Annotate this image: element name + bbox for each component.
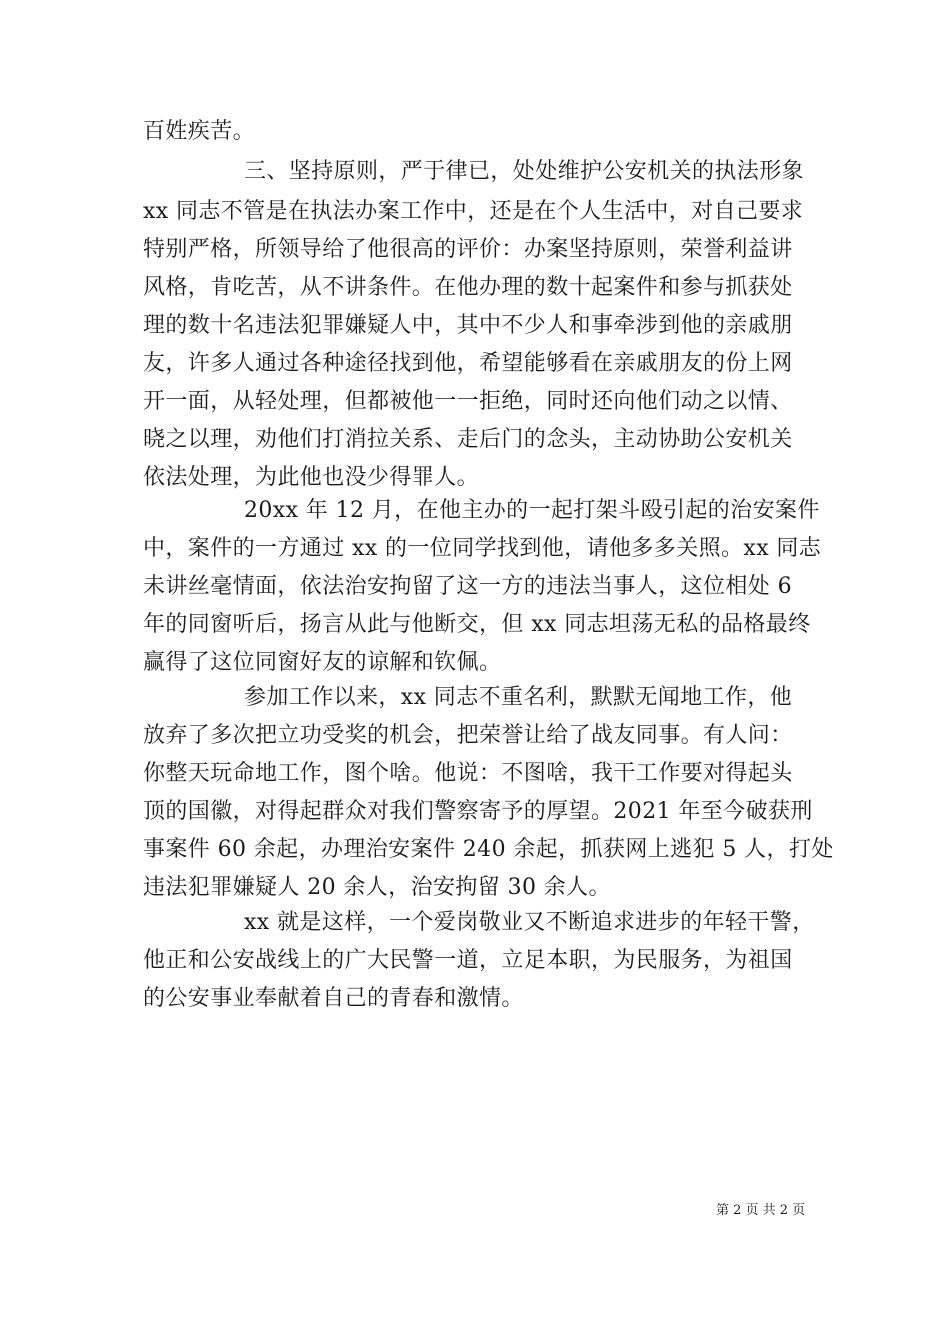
page-number: 第 2 页 共 2 页 bbox=[716, 1203, 806, 1218]
text-line: 百姓疾苦。 bbox=[143, 119, 256, 144]
text-line: 未讲丝毫情面，依法治安拘留了这一方的违法当事人，这位相处 6 bbox=[143, 574, 792, 599]
text-line: 理的数十名违法犯罪嫌疑人中，其中不少人和事牵涉到他的亲戚朋 bbox=[143, 313, 793, 338]
text-line: 开一面，从轻处理，但都被他一一拒绝，同时还向他们动之以情、 bbox=[143, 389, 793, 414]
text-line: xx 同志不管是在执法办案工作中，还是在个人生活中，对自己要求 bbox=[143, 199, 804, 224]
text-line: 依法处理，为此他也没少得罪人。 bbox=[143, 465, 480, 490]
text-line: 顶的国徽，对得起群众对我们警察寄予的厚望。2021 年至今破获刑 bbox=[143, 799, 813, 824]
text-line: 年的同窗听后，扬言从此与他断交，但 xx 同志坦荡无私的品格最终 bbox=[143, 612, 811, 637]
text-line: 晓之以理，劝他们打消拉关系、走后门的念头，主动协助公安机关 bbox=[143, 427, 793, 452]
text-line: 他正和公安战线上的广大民警一道，立足本职，为民服务，为祖国 bbox=[143, 948, 793, 973]
section-heading: 三、坚持原则，严于律已，处处维护公安机关的执法形象 bbox=[244, 159, 805, 184]
text-line: 的公安事业奉献着自己的青春和激情。 bbox=[143, 986, 524, 1011]
text-line: 中，案件的一方通过 xx 的一位同学找到他，请他多多关照。xx 同志 bbox=[143, 536, 822, 561]
text-line: 你整天玩命地工作，图个啥。他说：不图啥，我干工作要对得起头 bbox=[143, 761, 793, 786]
text-line: 赢得了这位同窗好友的谅解和钦佩。 bbox=[143, 650, 502, 675]
paragraph-start: xx 就是这样，一个爱岗敬业又不断追求进步的年轻干警， bbox=[244, 910, 815, 935]
text-line: 特别严格，所领导给了他很高的评价：办案坚持原则，荣誉利益讲 bbox=[143, 237, 793, 262]
text-line: 违法犯罪嫌疑人 20 余人，治安拘留 30 余人。 bbox=[143, 875, 611, 900]
text-line: 事案件 60 余起，办理治安案件 240 余起，抓获网上逃犯 5 人，打处 bbox=[143, 837, 834, 862]
text-line: 放弃了多次把立功受奖的机会，把荣誉让给了战友同事。有人问： bbox=[143, 723, 793, 748]
paragraph-start: 参加工作以来，xx 同志不重名利，默默无闻地工作，他 bbox=[244, 685, 793, 710]
paragraph-start: 20xx 年 12 月，在他主办的一起打架斗殴引起的治安案件 bbox=[244, 498, 820, 523]
text-line: 友，许多人通过各种途径找到他，希望能够看在亲戚朋友的份上网 bbox=[143, 351, 793, 376]
text-line: 风格，肯吃苦，从不讲条件。在他办理的数十起案件和参与抓获处 bbox=[143, 275, 793, 300]
